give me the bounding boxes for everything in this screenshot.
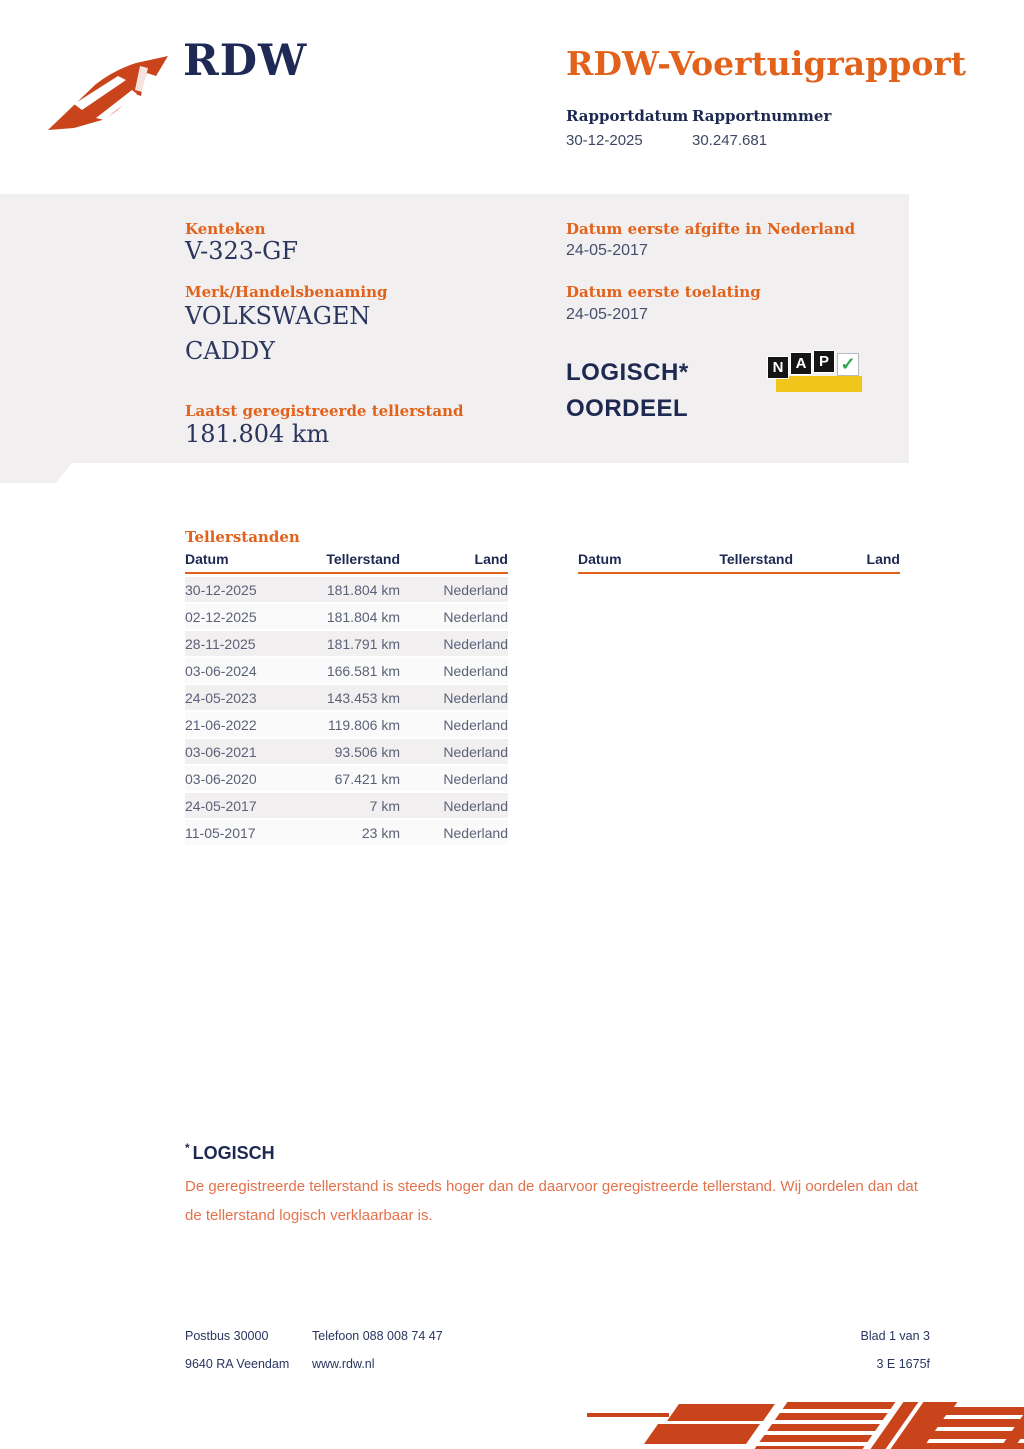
col-header-land: Land	[474, 551, 508, 567]
table-cell: Nederland	[443, 770, 508, 787]
nap-letter-n: N	[767, 356, 789, 379]
footer-address	[185, 1322, 289, 1378]
table-cell: 21-06-2022	[185, 716, 257, 733]
table-cell: 28-11-2025	[185, 635, 256, 652]
table-row	[185, 604, 508, 629]
report-date-value: 30-12-2025	[566, 132, 643, 149]
table-cell: 181.791 km	[326, 635, 400, 652]
oordeel-line2: OORDEEL	[566, 395, 689, 422]
table-row	[185, 712, 508, 737]
table-row	[185, 793, 508, 818]
table-cell: Nederland	[443, 581, 508, 598]
mileage-table-header	[578, 551, 900, 574]
report-number-value: 30.247.681	[692, 132, 768, 149]
nap-check-icon: ✓	[837, 353, 859, 376]
table-cell: 30-12-2025	[185, 581, 257, 598]
laatste-tellerstand-value: 181.804 km	[185, 420, 330, 448]
table-row	[185, 820, 508, 845]
table-cell: Nederland	[443, 662, 508, 679]
kenteken-label: Kenteken	[185, 220, 266, 238]
mileage-table-right	[578, 551, 900, 577]
table-row	[185, 658, 508, 683]
report-meta	[566, 107, 831, 149]
table-cell: 181.804 km	[326, 608, 400, 625]
panel-corner-tab	[0, 463, 80, 483]
table-cell: 7 km	[369, 797, 400, 814]
table-cell: 24-05-2023	[185, 689, 257, 706]
logisch-note-text: De geregistreerde tellerstand is steeds hoger dan de daarvoor geregistreerde tellerstand. Wij oordelen dan dat de tellerstand logisch verklaarbaar is.	[185, 1178, 918, 1224]
kenteken-value: V-323-GF	[185, 237, 298, 265]
footer-form-code: 3 E 1675f	[876, 1357, 930, 1371]
logisch-heading-text: LOGISCH	[192, 1143, 275, 1163]
nap-logo	[767, 349, 863, 393]
mileage-table-header	[185, 551, 508, 574]
table-cell: Nederland	[443, 743, 508, 760]
laatste-tellerstand-label: Laatst geregistreerde tellerstand	[185, 402, 464, 420]
table-cell: 143.453 km	[326, 689, 400, 706]
mileage-table-rows	[185, 577, 508, 845]
table-cell: 119.806 km	[327, 716, 400, 733]
footer-website: www.rdw.nl	[312, 1357, 375, 1371]
oordeel-verdict	[566, 355, 689, 427]
footer-city: 9640 RA Veendam	[185, 1357, 290, 1371]
table-cell: Nederland	[443, 797, 508, 814]
afgifte-value: 24-05-2017	[566, 242, 648, 259]
toelating-value: 24-05-2017	[566, 306, 648, 323]
table-row	[185, 577, 508, 602]
rdw-flag-logo-icon	[44, 52, 170, 134]
table-cell: Nederland	[443, 689, 508, 706]
nap-letter-a: A	[790, 352, 812, 375]
table-cell: Nederland	[443, 824, 508, 841]
merk-value-line2: CADDY	[185, 337, 276, 365]
footer-postbus: Postbus 30000	[185, 1329, 269, 1343]
table-cell: 166.581 km	[326, 662, 400, 679]
table-row	[185, 631, 508, 656]
merk-value-line1: VOLKSWAGEN	[185, 302, 371, 330]
col-header-land: Land	[866, 551, 900, 567]
toelating-label: Datum eerste toelating	[566, 283, 761, 301]
footer-phone: Telefoon 088 008 74 47	[312, 1329, 443, 1343]
table-row	[185, 739, 508, 764]
footer-contact	[312, 1322, 443, 1378]
table-cell: 67.421 km	[334, 770, 400, 787]
nap-letter-p: P	[813, 350, 835, 373]
col-header-tellerstand: Tellerstand	[719, 551, 793, 567]
report-date-label: Rapportdatum	[566, 107, 689, 125]
document-title: RDW-Voertuigrapport	[566, 44, 966, 83]
report-number-label: Rapportnummer	[692, 107, 832, 125]
mileage-table-left	[185, 551, 508, 847]
footer-page-info	[861, 1322, 931, 1378]
table-cell: Nederland	[443, 608, 508, 625]
table-cell: 181.804 km	[326, 581, 400, 598]
col-header-tellerstand: Tellerstand	[326, 551, 400, 567]
table-cell: Nederland	[443, 635, 508, 652]
afgifte-label: Datum eerste afgifte in Nederland	[566, 220, 856, 238]
rdw-stripe-graphic	[585, 1402, 1024, 1449]
table-cell: 02-12-2025	[185, 608, 257, 625]
table-row	[185, 685, 508, 710]
footer-page-indicator: Blad 1 van 3	[860, 1329, 930, 1343]
table-cell: 11-05-2017	[185, 824, 256, 841]
logisch-note-heading	[185, 1141, 275, 1164]
table-cell: 03-06-2024	[185, 662, 257, 679]
table-cell: 03-06-2020	[185, 770, 257, 787]
rdw-logo-text: RDW	[183, 36, 308, 86]
col-header-datum: Datum	[185, 551, 229, 567]
col-header-datum: Datum	[578, 551, 622, 567]
oordeel-line1: LOGISCH*	[566, 359, 689, 386]
table-cell: 23 km	[361, 824, 400, 841]
table-row	[185, 766, 508, 791]
table-cell: Nederland	[443, 716, 508, 733]
footnote-asterisk: *	[185, 1141, 190, 1155]
merk-label: Merk/Handelsbenaming	[185, 283, 388, 301]
tellerstanden-heading: Tellerstanden	[185, 528, 300, 546]
table-cell: 93.506 km	[334, 743, 400, 760]
table-cell: 24-05-2017	[185, 797, 257, 814]
table-cell: 03-06-2021	[185, 743, 257, 760]
